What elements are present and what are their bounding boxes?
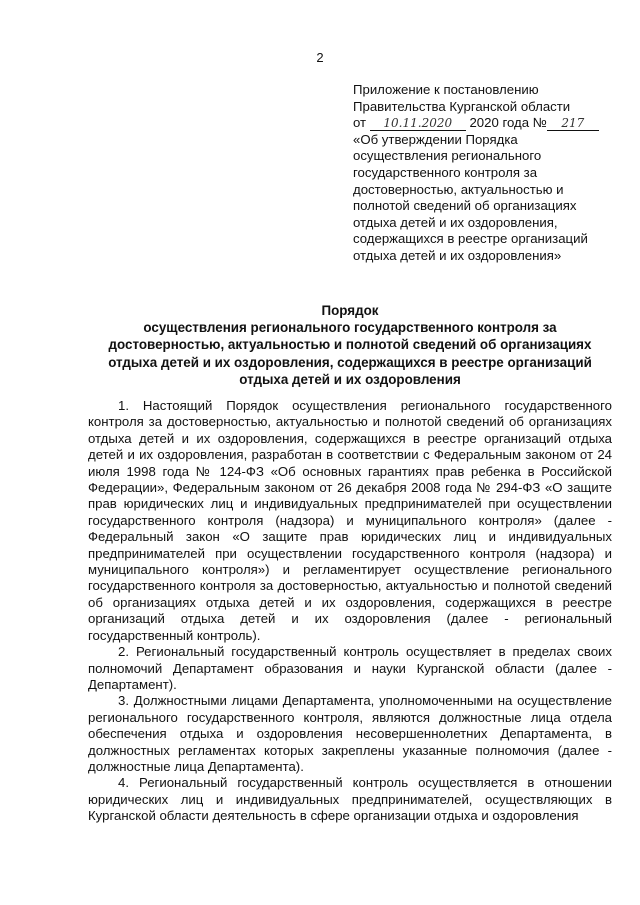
appendix-line-7: достоверностью, актуальностью и — [353, 181, 564, 197]
paragraph-4: 4. Региональный государственный контроль осуществляется в отношении юридических лиц и индивидуальных предпринимателей, осуществляющих в Курганской области деятельность в сфере организации отдыха и оздоровления — [88, 775, 612, 824]
paragraph-2: 2. Региональный государственный контроль осуществляет в пределах своих полномочий Департамент образования и науки Курганской области (далее - Департамент). — [88, 644, 612, 692]
title-line-4: отдыха детей и их оздоровления, содержащихся в реестре организаций — [108, 354, 592, 370]
appendix-line-6: государственного контроля за — [353, 164, 538, 180]
appendix-line-8: полнотой сведений об организациях — [353, 198, 577, 214]
appendix-block — [353, 82, 623, 265]
paragraph-3: 3. Должностными лицами Департамента, уполномоченными на осуществление регионального государственного контроля, являются должностные лица отдела обеспечения отдыха и оздоровления несовершеннолетних Департамента, в должностных регламентах которых закреплены указанные полномочия (далее - должностные лица Департамента). — [88, 693, 612, 774]
paragraph-1: 1. Настоящий Порядок осуществления регионального государственного контроля за достоверностью, актуальностью и полнотой сведений об организациях отдыха детей и их оздоровления, содержащихся в реестре организаций отдыха детей и их оздоровления, разработан в соответствии с Федеральным законом от 24 июля 1998 года № 124-ФЗ «Об основных гарантиях прав ребенка в Российской Федерации», Федеральным законом от 26 декабря 2008 года № 294-ФЗ «О защите прав юридических лиц и индивидуальных предпринимателей при осуществлении государственного контроля (надзора) и муниципального контроля» (далее - Федеральный закон «О защите прав юридических лиц и индивидуальных предпринимателей при осуществлении государственного контроля (надзора) и муниципального контроля») и регламентирует осуществление регионального государственного контроля за достоверностью, актуальностью и полнотой сведений об организациях отдыха детей и их оздоровления, содержащихся в реестре организаций отдыха детей и их оздоровления (далее - региональный государственный контроль). — [88, 398, 612, 643]
appendix-line-10: содержащихся в реестре организаций — [353, 231, 588, 247]
appendix-line-5: осуществления регионального — [353, 148, 542, 164]
appendix-line-2: Правительства Курганской области — [353, 98, 571, 114]
handwritten-date: 10.11.2020 — [370, 117, 466, 131]
from-prefix: от — [353, 115, 367, 131]
appendix-line-1: Приложение к постановлению — [353, 82, 539, 97]
page-number: 2 — [316, 50, 324, 65]
title-line-3: достоверностью, актуальностью и полнотой сведений об организациях — [108, 337, 592, 353]
appendix-line-3 — [353, 115, 623, 132]
appendix-line-11: отдыха детей и их оздоровления» — [353, 247, 562, 263]
title-line-1: Порядок — [321, 303, 379, 318]
title-line-5: отдыха детей и их оздоровления — [239, 371, 461, 387]
handwritten-number: 217 — [547, 117, 599, 131]
document-body — [88, 398, 612, 825]
year-text: 2020 года № — [469, 115, 547, 131]
title-line-2: осуществления регионального государственного контроля за — [143, 320, 557, 336]
appendix-line-4: «Об утверждении Порядка — [353, 131, 518, 147]
appendix-line-9: отдыха детей и их оздоровления, — [353, 214, 558, 230]
document-title — [88, 302, 612, 388]
